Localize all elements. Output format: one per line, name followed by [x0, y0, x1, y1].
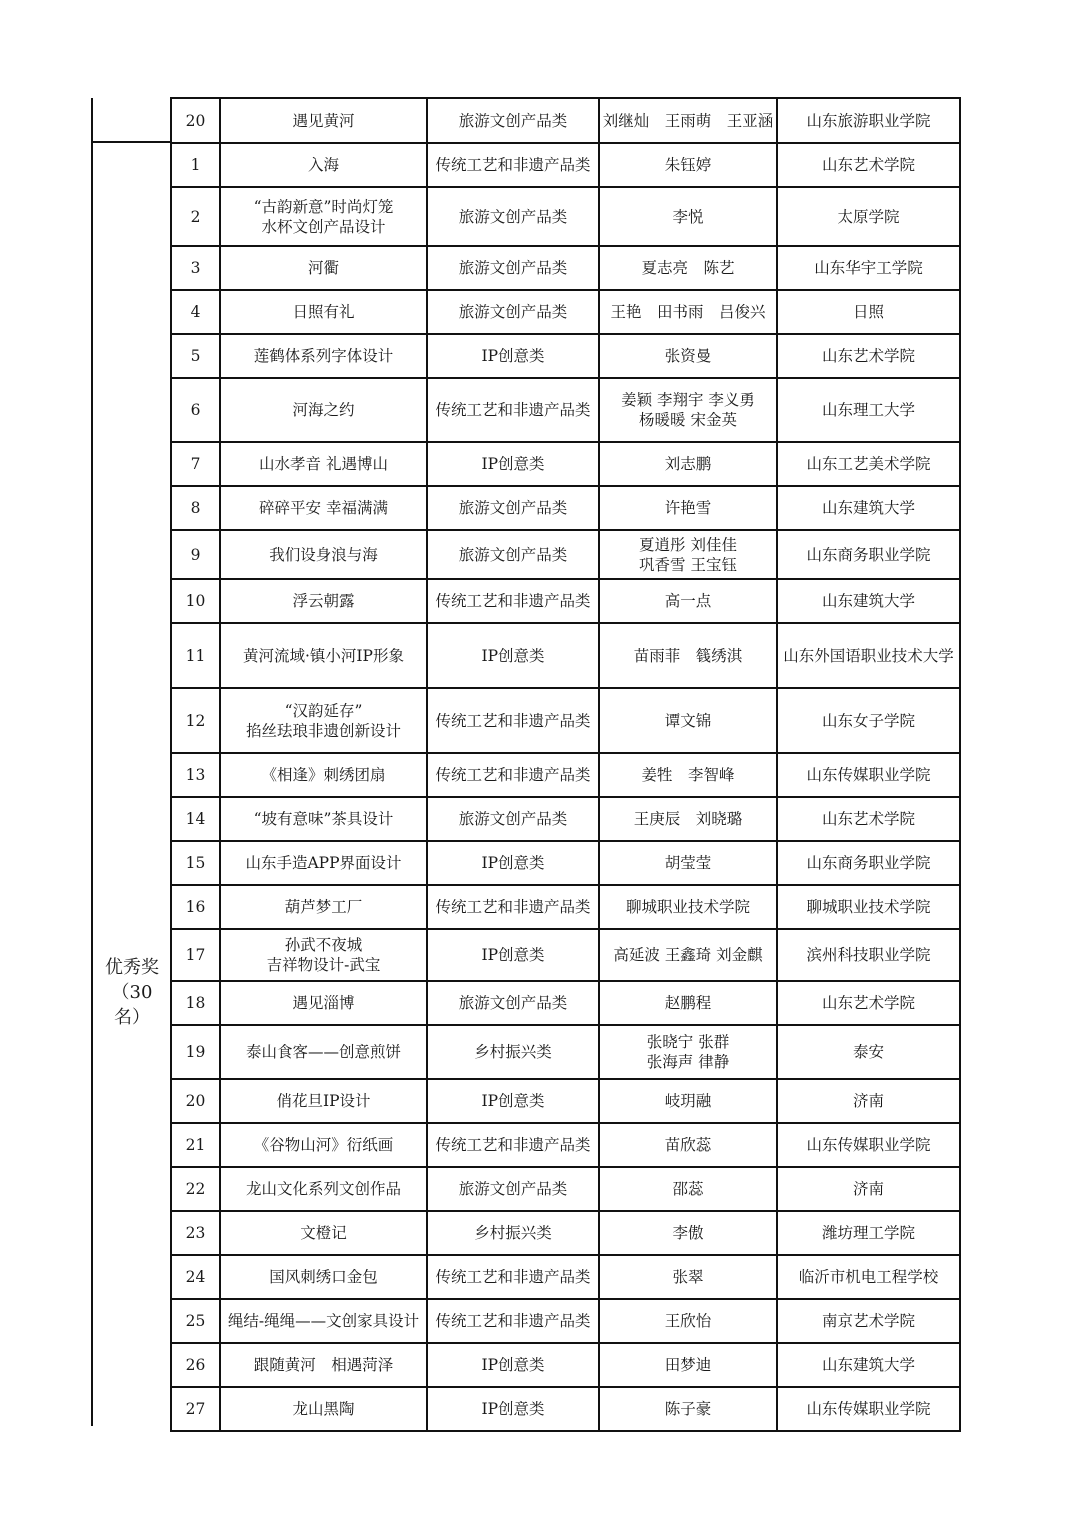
work-authors: 刘志鹏 [599, 442, 777, 486]
row-number: 24 [171, 1255, 220, 1299]
work-title: 遇见淄博 [220, 981, 427, 1025]
table-row [171, 1387, 960, 1431]
work-title: 河海之约 [220, 378, 427, 442]
table-row [171, 1123, 960, 1167]
work-authors: 李悦 [599, 187, 777, 246]
row-number: 11 [171, 623, 220, 688]
work-title: 浮云朝露 [220, 579, 427, 623]
work-category: 传统工艺和非遗产品类 [427, 1123, 599, 1167]
work-category: 旅游文创产品类 [427, 1167, 599, 1211]
work-category: 旅游文创产品类 [427, 246, 599, 290]
work-authors: 李傲 [599, 1211, 777, 1255]
author-school: 山东艺术学院 [777, 797, 960, 841]
table-row [171, 579, 960, 623]
author-school: 山东女子学院 [777, 688, 960, 753]
work-title: 绳结-绳绳——文创家具设计 [220, 1299, 427, 1343]
work-category: 传统工艺和非遗产品类 [427, 753, 599, 797]
work-authors: 胡莹莹 [599, 841, 777, 885]
award-group-cell [93, 143, 171, 1426]
work-authors: 张资曼 [599, 334, 777, 378]
table-row [171, 885, 960, 929]
row-number: 20 [171, 98, 220, 143]
work-category: IP创意类 [427, 1079, 599, 1123]
previous-award-group-cell [93, 98, 171, 143]
author-school: 山东工艺美术学院 [777, 442, 960, 486]
table-row [171, 1343, 960, 1387]
work-authors: 朱钰婷 [599, 143, 777, 187]
table-row [171, 1025, 960, 1079]
table-row [171, 143, 960, 187]
work-title: 日照有礼 [220, 290, 427, 334]
table-row [171, 929, 960, 981]
work-category: 传统工艺和非遗产品类 [427, 1299, 599, 1343]
row-number: 22 [171, 1167, 220, 1211]
work-title: 文橙记 [220, 1211, 427, 1255]
author-school: 滨州科技职业学院 [777, 929, 960, 981]
work-title: 河衢 [220, 246, 427, 290]
work-category: 传统工艺和非遗产品类 [427, 378, 599, 442]
row-number: 26 [171, 1343, 220, 1387]
table-row [171, 797, 960, 841]
work-authors: 王欣怡 [599, 1299, 777, 1343]
table-row [171, 1299, 960, 1343]
work-category: 旅游文创产品类 [427, 486, 599, 530]
author-school: 山东艺术学院 [777, 981, 960, 1025]
work-category: 乡村振兴类 [427, 1025, 599, 1079]
work-authors: 田梦迪 [599, 1343, 777, 1387]
row-number: 25 [171, 1299, 220, 1343]
work-category: 旅游文创产品类 [427, 981, 599, 1025]
work-authors: 高延波 王鑫琦 刘金麒 [599, 929, 777, 981]
work-authors: 夏志亮 陈艺 [599, 246, 777, 290]
author-school: 聊城职业技术学院 [777, 885, 960, 929]
table-row [171, 1211, 960, 1255]
author-school: 山东建筑大学 [777, 579, 960, 623]
author-school: 山东艺术学院 [777, 334, 960, 378]
row-number: 4 [171, 290, 220, 334]
work-category: 传统工艺和非遗产品类 [427, 579, 599, 623]
work-category: 旅游文创产品类 [427, 530, 599, 579]
work-authors: 王庚辰 刘晓璐 [599, 797, 777, 841]
work-authors: 赵鹏程 [599, 981, 777, 1025]
table-row [171, 187, 960, 246]
table-row [171, 378, 960, 442]
row-number: 3 [171, 246, 220, 290]
work-authors: 谭文锦 [599, 688, 777, 753]
author-school: 山东商务职业学院 [777, 530, 960, 579]
author-school: 临沂市机电工程学校 [777, 1255, 960, 1299]
table-row [171, 841, 960, 885]
author-school: 太原学院 [777, 187, 960, 246]
work-category: 传统工艺和非遗产品类 [427, 885, 599, 929]
work-title: “坡有意味”茶具设计 [220, 797, 427, 841]
work-title: 龙山黑陶 [220, 1387, 427, 1431]
work-authors: 刘继灿 王雨萌 王亚涵 [599, 98, 777, 143]
work-title: 国风刺绣口金包 [220, 1255, 427, 1299]
work-title: 我们设身浪与海 [220, 530, 427, 579]
work-authors: 苗欣蕊 [599, 1123, 777, 1167]
author-school: 南京艺术学院 [777, 1299, 960, 1343]
work-title: 泰山食客——创意煎饼 [220, 1025, 427, 1079]
author-school: 山东传媒职业学院 [777, 753, 960, 797]
work-title: “古韵新意”时尚灯笼 水杯文创产品设计 [220, 187, 427, 246]
row-number: 27 [171, 1387, 220, 1431]
work-title: 龙山文化系列文创作品 [220, 1167, 427, 1211]
table-row [171, 753, 960, 797]
row-number: 1 [171, 143, 220, 187]
work-category: 传统工艺和非遗产品类 [427, 688, 599, 753]
table-row [171, 688, 960, 753]
author-school: 山东建筑大学 [777, 1343, 960, 1387]
work-title: 入海 [220, 143, 427, 187]
work-authors: 聊城职业技术学院 [599, 885, 777, 929]
author-school: 济南 [777, 1079, 960, 1123]
work-authors: 苗雨菲 篯绣淇 [599, 623, 777, 688]
table-row [171, 530, 960, 579]
author-school: 泰安 [777, 1025, 960, 1079]
work-title: 《相逢》刺绣团扇 [220, 753, 427, 797]
row-number: 23 [171, 1211, 220, 1255]
work-category: IP创意类 [427, 623, 599, 688]
work-category: IP创意类 [427, 929, 599, 981]
work-category: 传统工艺和非遗产品类 [427, 143, 599, 187]
row-number: 16 [171, 885, 220, 929]
table-row [171, 290, 960, 334]
table-row [171, 623, 960, 688]
row-number: 13 [171, 753, 220, 797]
work-title: 跟随黄河 相遇菏泽 [220, 1343, 427, 1387]
row-number: 9 [171, 530, 220, 579]
table-row [171, 98, 960, 143]
work-authors: 姜颖 李翔宇 李义勇 杨暖暖 宋金英 [599, 378, 777, 442]
work-title: 葫芦梦工厂 [220, 885, 427, 929]
work-authors: 姜牲 李智峰 [599, 753, 777, 797]
table-row [171, 486, 960, 530]
author-school: 山东商务职业学院 [777, 841, 960, 885]
author-school: 山东理工大学 [777, 378, 960, 442]
author-school: 山东华宇工学院 [777, 246, 960, 290]
table-row [171, 981, 960, 1025]
work-title: 黄河流域·镇小河IP形象 [220, 623, 427, 688]
author-school: 山东外国语职业技术大学 [777, 623, 960, 688]
table-row [171, 246, 960, 290]
work-category: IP创意类 [427, 841, 599, 885]
row-number: 19 [171, 1025, 220, 1079]
author-school: 潍坊理工学院 [777, 1211, 960, 1255]
work-category: 旅游文创产品类 [427, 797, 599, 841]
work-category: 旅游文创产品类 [427, 290, 599, 334]
work-category: 乡村振兴类 [427, 1211, 599, 1255]
author-school: 山东建筑大学 [777, 486, 960, 530]
work-title: 莲鹤体系列字体设计 [220, 334, 427, 378]
work-category: IP创意类 [427, 1343, 599, 1387]
table-row [171, 1167, 960, 1211]
work-category: 旅游文创产品类 [427, 187, 599, 246]
work-authors: 陈子豪 [599, 1387, 777, 1431]
work-category: 旅游文创产品类 [427, 98, 599, 143]
work-category: IP创意类 [427, 1387, 599, 1431]
row-number: 5 [171, 334, 220, 378]
row-number: 2 [171, 187, 220, 246]
work-authors: 王艳 田书雨 吕俊兴 [599, 290, 777, 334]
table-row [171, 334, 960, 378]
table-row [171, 1079, 960, 1123]
work-title: 俏花旦IP设计 [220, 1079, 427, 1123]
work-authors: 张晓宁 张群 张海声 律静 [599, 1025, 777, 1079]
row-number: 20 [171, 1079, 220, 1123]
row-number: 17 [171, 929, 220, 981]
work-title: “汉韵延存” 掐丝珐琅非遗创新设计 [220, 688, 427, 753]
work-title: 山东手造APP界面设计 [220, 841, 427, 885]
work-title: 山水孝音 礼遇博山 [220, 442, 427, 486]
author-school: 济南 [777, 1167, 960, 1211]
row-number: 21 [171, 1123, 220, 1167]
author-school: 山东艺术学院 [777, 143, 960, 187]
roster-body [171, 98, 960, 1431]
work-title: 遇见黄河 [220, 98, 427, 143]
row-number: 18 [171, 981, 220, 1025]
table-row [171, 442, 960, 486]
row-number: 7 [171, 442, 220, 486]
work-authors: 夏逍彤 刘佳佳 巩香雪 王宝钰 [599, 530, 777, 579]
work-authors: 邵蕊 [599, 1167, 777, 1211]
row-number: 15 [171, 841, 220, 885]
work-authors: 许艳雪 [599, 486, 777, 530]
author-school: 山东传媒职业学院 [777, 1123, 960, 1167]
row-number: 12 [171, 688, 220, 753]
work-category: IP创意类 [427, 334, 599, 378]
row-number: 10 [171, 579, 220, 623]
work-title: 孙武不夜城 吉祥物设计-武宝 [220, 929, 427, 981]
author-school: 山东传媒职业学院 [777, 1387, 960, 1431]
work-category: 传统工艺和非遗产品类 [427, 1255, 599, 1299]
author-school: 山东旅游职业学院 [777, 98, 960, 143]
work-title: 碎碎平安 幸福满满 [220, 486, 427, 530]
work-authors: 张翠 [599, 1255, 777, 1299]
row-number: 6 [171, 378, 220, 442]
author-school: 日照 [777, 290, 960, 334]
award-roster-table [170, 97, 961, 1432]
work-category: IP创意类 [427, 442, 599, 486]
row-number: 8 [171, 486, 220, 530]
work-authors: 高一点 [599, 579, 777, 623]
work-title: 《谷物山河》衍纸画 [220, 1123, 427, 1167]
row-number: 14 [171, 797, 220, 841]
work-authors: 岐玥融 [599, 1079, 777, 1123]
table-row [171, 1255, 960, 1299]
award-group-label: 优秀奖 （30 名） [105, 957, 159, 1028]
